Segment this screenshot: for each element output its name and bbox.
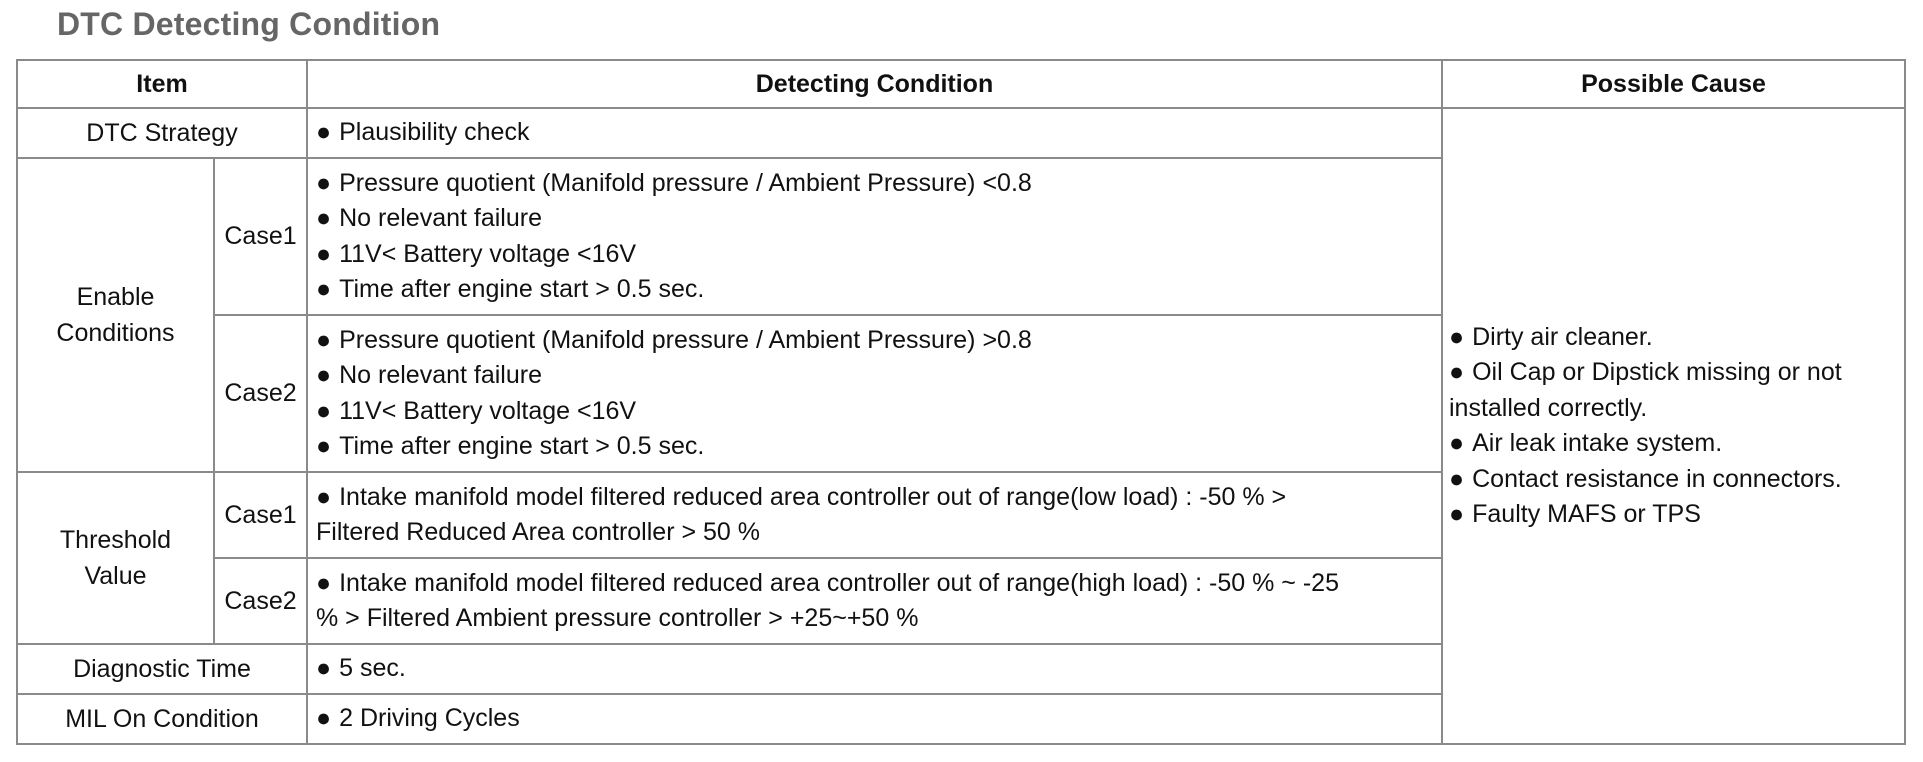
list-item: ● Pressure quotient (Manifold pressure / Ambient Pressure) <0.8 <box>316 168 1032 197</box>
list-item: ● Time after engine start > 0.5 sec. <box>316 432 705 460</box>
cause-item: ● Oil Cap or Dipstick missing or not installed correctly. <box>1449 358 1842 422</box>
bullet-icon: ● <box>316 568 332 597</box>
header-row <box>17 60 1905 108</box>
cause-item: ● Contact resistance in connectors. <box>1449 464 1842 493</box>
row-label-diagnostic-time: Diagnostic Time <box>17 644 307 694</box>
bullet-icon: ● <box>1449 358 1465 386</box>
diagnostic-time-condition <box>307 644 1442 694</box>
threshold-case1-condition: ● Intake manifold model filtered reduced area controller out of range(low load) : -50 % > Filtered Reduced Area controller > 50 % <box>307 472 1442 558</box>
enable-case1-conditions <box>307 158 1442 315</box>
list-item: ● 2 Driving Cycles <box>316 704 520 733</box>
bullet-icon: ● <box>1449 464 1465 493</box>
row-label-threshold-value: Threshold Value <box>17 472 214 644</box>
header-detecting-condition: Detecting Condition <box>307 60 1442 108</box>
bullet-icon: ● <box>316 275 332 303</box>
strategy-conditions <box>307 108 1442 158</box>
cause-item: ● Dirty air cleaner. <box>1449 322 1653 351</box>
bullet-icon: ● <box>316 204 332 232</box>
bullet-icon: ● <box>316 396 332 425</box>
bullet-icon: ● <box>316 239 332 268</box>
list-item: ● 11V< Battery voltage <16V <box>316 396 637 425</box>
list-item: ● Pressure quotient (Manifold pressure / Ambient Pressure) >0.8 <box>316 325 1032 354</box>
bullet-icon: ● <box>316 432 332 460</box>
case-label: Case1 <box>214 472 307 558</box>
row-label-enable-conditions: Enable Conditions <box>17 158 214 472</box>
bullet-icon: ● <box>316 482 332 511</box>
list-item: ● No relevant failure <box>316 204 542 232</box>
table-row <box>17 108 1905 158</box>
dtc-table <box>16 59 1906 745</box>
bullet-icon: ● <box>316 361 332 389</box>
cause-item: ● Faulty MAFS or TPS <box>1449 500 1701 528</box>
bullet-icon: ● <box>316 325 332 354</box>
list-item: ● 11V< Battery voltage <16V <box>316 239 637 268</box>
header-possible-cause: Possible Cause <box>1442 60 1905 108</box>
header-item: Item <box>17 60 307 108</box>
case-label: Case2 <box>214 558 307 644</box>
bullet-icon: ● <box>316 654 332 683</box>
case-label: Case2 <box>214 315 307 472</box>
row-label-mil-on-condition: MIL On Condition <box>17 694 307 744</box>
bullet-icon: ● <box>1449 322 1465 351</box>
mil-condition <box>307 694 1442 744</box>
threshold-case2-condition: ● Intake manifold model filtered reduced area controller out of range(high load) : -50 % ~ -25 % > Filtered Ambient pressure controller > +25~+50 % <box>307 558 1442 644</box>
bullet-icon: ● <box>316 118 332 147</box>
bullet-icon: ● <box>316 704 332 733</box>
cause-item: ● Air leak intake system. <box>1449 429 1723 457</box>
list-item: ● Time after engine start > 0.5 sec. <box>316 275 705 303</box>
page-title: DTC Detecting Condition <box>57 6 441 42</box>
row-label-dtc-strategy: DTC Strategy <box>17 108 307 158</box>
bullet-icon: ● <box>1449 500 1465 528</box>
bullet-icon: ● <box>1449 429 1465 457</box>
list-item: ● No relevant failure <box>316 361 542 389</box>
enable-case2-conditions <box>307 315 1442 472</box>
list-item: ● 5 sec. <box>316 654 406 683</box>
possible-cause-cell <box>1442 108 1905 744</box>
case-label: Case1 <box>214 158 307 315</box>
bullet-icon: ● <box>316 168 332 197</box>
list-item: ● Plausibility check <box>316 118 530 147</box>
